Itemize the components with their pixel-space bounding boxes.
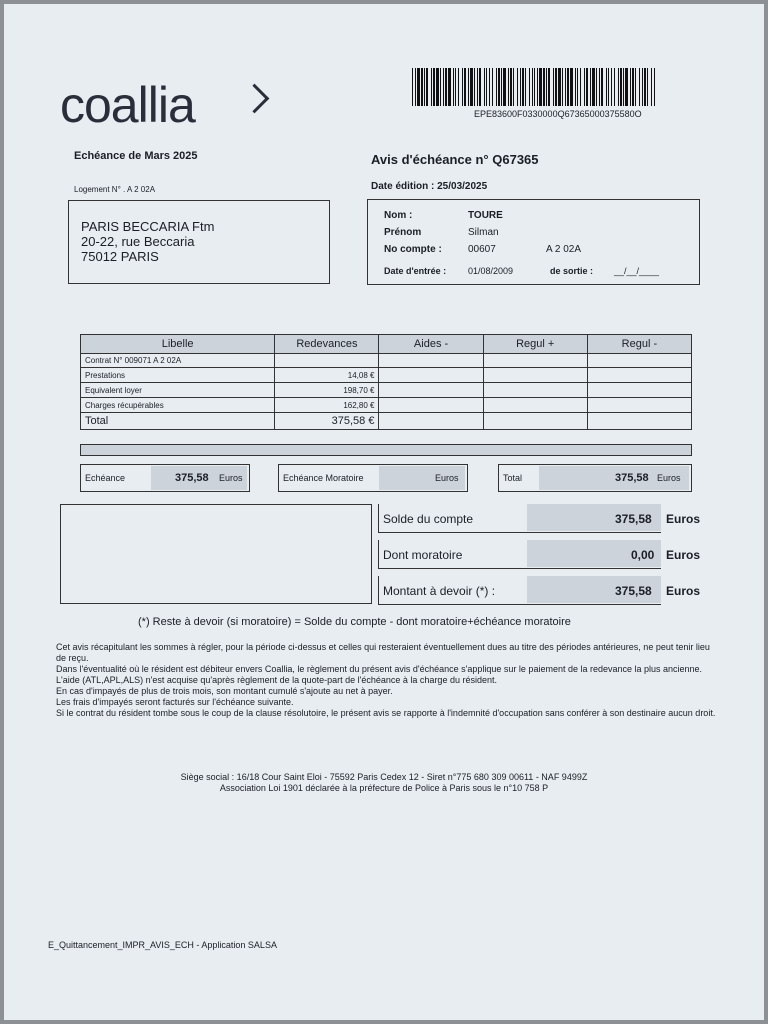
total-label: Total [503, 473, 523, 483]
row-value: 162,80 € [275, 398, 379, 413]
address-box [68, 200, 330, 284]
compte-label: No compte : [384, 244, 442, 255]
header-regul-plus: Regul + [483, 335, 587, 354]
solde-unit: Euros [666, 512, 701, 526]
address-line-3: 75012 PARIS [81, 249, 159, 264]
compte-code: A 2 02A [546, 244, 582, 255]
legal-paragraph: Cet avis récapitulant les sommes à régler, pour la période ci-dessus et celles qui resteraient éventuellement dues au titre des périodes antérieures, ne peut tenir lieu de reçu. [56, 642, 710, 663]
barcode-bar [655, 68, 656, 106]
application-footer: E_Quittancement_IMPR_AVIS_ECH - Application SALSA [48, 940, 277, 950]
total-box [498, 464, 692, 492]
moratoire-row [378, 540, 661, 569]
row-label: Prestations [81, 368, 275, 383]
dont-moratoire-value: 0,00 [631, 548, 655, 562]
header-redevances: Redevances [275, 335, 379, 354]
address-line-1: PARIS BECCARIA Ftm [81, 219, 215, 234]
legal-paragraph: Si le contrat du résident tombe sous le coup de la clause résolutoire, le présent avis se rapporte à l'indemnité d'occupation sans conférer à son destinaire aucun droit. [56, 708, 716, 718]
solde-label: Solde du compte [383, 512, 474, 526]
avis-title: Avis d'échéance n° Q67365 [371, 152, 539, 167]
solde-row [378, 504, 661, 533]
echeance-value: 375,58 [175, 472, 209, 484]
solde-value: 375,58 [615, 512, 652, 526]
header-aides: Aides - [379, 335, 483, 354]
nom-value: TOURE [468, 210, 503, 221]
header-libelle: Libelle [81, 335, 275, 354]
table-row [81, 383, 692, 398]
separator-bar [80, 444, 692, 456]
sortie-label: de sortie : [550, 266, 594, 276]
table-total-row [81, 413, 692, 430]
moratoire-unit: Euros [435, 473, 459, 483]
montant-unit: Euros [666, 584, 701, 598]
legal-text [56, 642, 716, 719]
dont-moratoire-label: Dont moratoire [383, 548, 463, 562]
row-value: 198,70 € [275, 383, 379, 398]
montant-label: Montant à devoir (*) : [383, 584, 496, 598]
sortie-value: __/__/____ [614, 266, 660, 276]
blank-box [60, 504, 372, 604]
total-label: Total [81, 413, 275, 430]
echeance-unit: Euros [219, 473, 243, 483]
echeance-label: Echéance [85, 473, 126, 483]
legal-paragraph: Les frais d'impayés seront facturés sur l'échéance suivante. [56, 697, 294, 707]
date-edition: Date édition : 25/03/2025 [371, 181, 488, 192]
total-unit: Euros [657, 473, 681, 483]
entree-label: Date d'entrée : [384, 266, 447, 276]
moratoire-box [278, 464, 468, 492]
association-info: Association Loi 1901 déclarée à la préfecture de Police à Paris sous le n°10 758 P [219, 783, 549, 793]
moratoire-unit: Euros [666, 548, 701, 562]
table-row [81, 354, 692, 368]
row-value: 14,08 € [275, 368, 379, 383]
legal-paragraph: En cas d'impayés de plus de trois mois, son montant cumulé s'ajoute au net à payer. [56, 686, 393, 696]
header-regul-minus: Regul - [587, 335, 691, 354]
charges-table [80, 334, 692, 430]
prenom-label: Prénom [384, 227, 422, 238]
echeance-box [80, 464, 250, 492]
nom-label: Nom : [384, 210, 413, 221]
echeance-title: Echéance de Mars 2025 [74, 150, 198, 162]
montant-row [378, 576, 661, 605]
barcode [412, 68, 724, 106]
moratoire-label: Echéance Moratoire [283, 473, 364, 483]
barcode-text: EPE83600F0330000Q67365000375580O [474, 109, 642, 119]
logement-number: Logement N° . A 2 02A [74, 185, 156, 194]
resident-box [367, 199, 700, 285]
contract-label: Contrat N° 009071 A 2 02A [81, 354, 275, 368]
siege-social: Siège social : 16/18 Cour Saint Eloi - 75592 Paris Cedex 12 - Siret n°775 680 309 00611 - NAF 9499Z [180, 772, 588, 782]
legal-paragraph: Dans l'éventualité où le résident est débiteur envers Coallia, le règlement du présent avis d'échéance s'applique sur le paiement de la redevance la plus ancienne. [56, 664, 703, 674]
table-header-row [81, 335, 692, 354]
montant-value: 375,58 [615, 584, 652, 598]
total-value: 375,58 € [275, 413, 379, 430]
total-value: 375,58 [615, 472, 649, 484]
compte-value: 00607 [468, 244, 496, 255]
row-label: Equivalent loyer [81, 383, 275, 398]
moratoire-note: (*) Reste à devoir (si moratoire) = Solde du compte - dont moratoire+échéance moratoire [138, 616, 571, 628]
coallia-logo: coallia [60, 77, 195, 133]
table-row [81, 398, 692, 413]
legal-paragraph: L'aide (ATL,APL,ALS) n'est acquise qu'après règlement de la quote-part de l'échéance à la charge du résident. [56, 675, 497, 685]
table-row [81, 368, 692, 383]
row-label: Charges récupérables [81, 398, 275, 413]
prenom-value: Silman [468, 227, 499, 238]
logo-arrow-icon [240, 84, 270, 114]
address-line-2: 20-22, rue Beccaria [81, 234, 195, 249]
entree-value: 01/08/2009 [468, 266, 514, 276]
document-page [4, 4, 764, 1020]
